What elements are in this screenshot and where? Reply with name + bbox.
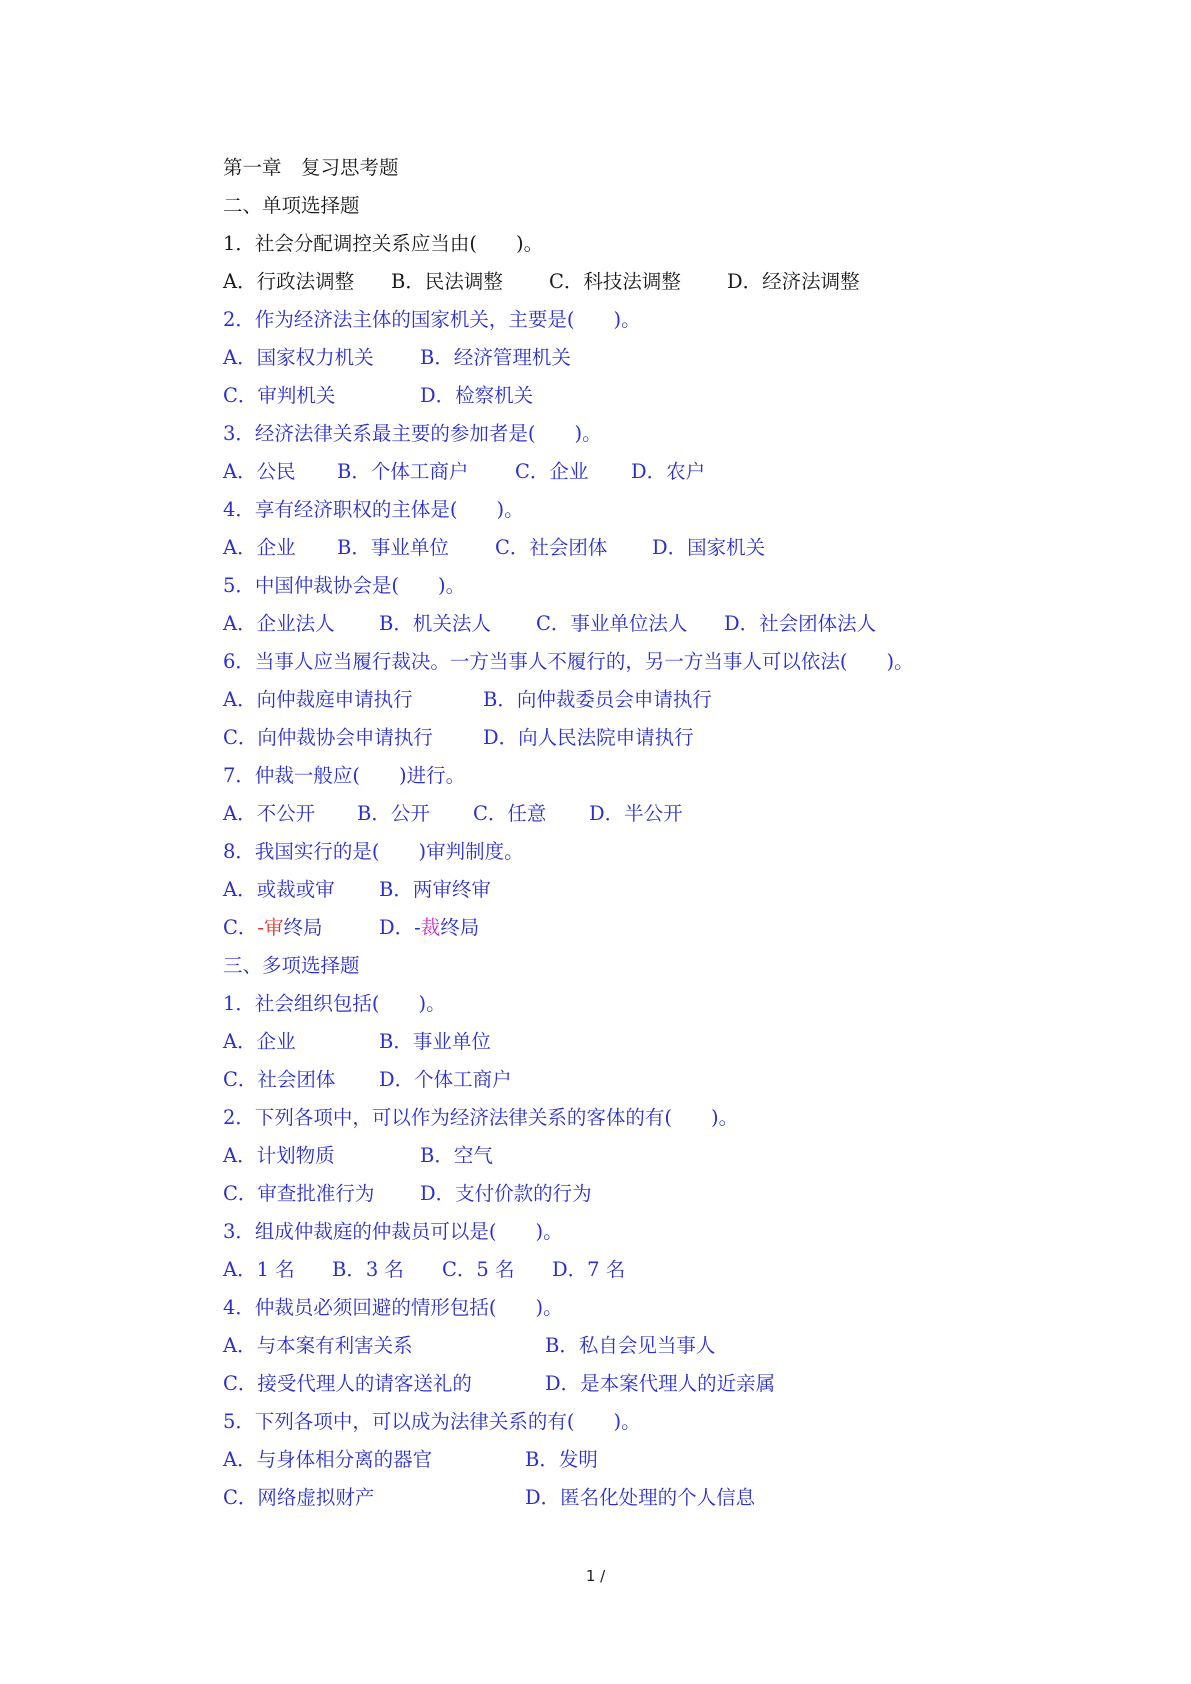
options-row xyxy=(223,609,1103,647)
option-b: B．两审终审 xyxy=(379,878,491,901)
option-prefix: C． xyxy=(223,916,258,939)
options-row xyxy=(223,799,1103,837)
option-c: C．审查批准行为 xyxy=(223,1182,375,1205)
question-text: 2．下列各项中，可以作为经济法律关系的客体的有( )。 xyxy=(223,1106,739,1129)
option-b: B．机关法人 xyxy=(379,612,491,635)
options-row xyxy=(223,381,1103,419)
options-row xyxy=(223,343,1103,381)
option-b: B．向仲裁委员会申请执行 xyxy=(483,688,712,711)
option-b: B．公开 xyxy=(357,802,430,825)
options-row xyxy=(223,1483,1103,1521)
option-a: A．公民 xyxy=(223,460,296,483)
option-d: D．向人民法院申请执行 xyxy=(483,726,694,749)
option-d xyxy=(379,913,479,943)
option-b: B．空气 xyxy=(420,1144,493,1167)
options-row xyxy=(223,1255,1103,1293)
option-a: A．或裁或审 xyxy=(223,878,335,901)
chapter-heading: 第一章 复习思考题 xyxy=(223,156,399,179)
option-b: B．经济管理机关 xyxy=(420,346,571,369)
option-b: B．民法调整 xyxy=(391,270,503,293)
option-a: A．企业 xyxy=(223,1030,296,1053)
option-c: C．向仲裁协会申请执行 xyxy=(223,726,433,749)
options-row xyxy=(223,1027,1103,1065)
option-d: D．国家机关 xyxy=(652,536,766,559)
option-c: C．任意 xyxy=(473,802,547,825)
highlighted-text: 裁 xyxy=(420,916,441,939)
question-text: 1．社会分配调控关系应当由( )。 xyxy=(223,232,544,255)
option-a: A．行政法调整 xyxy=(223,270,355,293)
options-row xyxy=(223,1445,1103,1483)
options-row xyxy=(223,267,1103,305)
highlighted-text: -审 xyxy=(257,916,284,939)
option-b: B．3 名 xyxy=(332,1258,404,1281)
options-row xyxy=(223,1369,1103,1407)
option-b: B．事业单位 xyxy=(337,536,449,559)
options-row xyxy=(223,457,1103,495)
section-heading-single-choice: 二、单项选择题 xyxy=(223,194,360,217)
option-d: D．支付价款的行为 xyxy=(420,1182,592,1205)
option-a: A．1 名 xyxy=(223,1258,295,1281)
option-d: D．农户 xyxy=(631,460,706,483)
option-a: A．向仲裁庭申请执行 xyxy=(223,688,413,711)
option-d: D．社会团体法人 xyxy=(724,612,877,635)
option-b: B．个体工商户 xyxy=(337,460,469,483)
option-c: C．审判机关 xyxy=(223,384,336,407)
document-body xyxy=(223,153,1103,1521)
option-c: C．事业单位法人 xyxy=(536,612,688,635)
question-text: 3．经济法律关系最主要的参加者是( )。 xyxy=(223,422,602,445)
question-text: 6．当事人应当履行裁决。一方当事人不履行的，另一方当事人可以依法( )。 xyxy=(223,650,914,673)
option-c: C．网络虚拟财产 xyxy=(223,1486,375,1509)
option-text: 终局 xyxy=(283,916,323,939)
option-text: 终局 xyxy=(440,916,480,939)
question-text: 3．组成仲裁庭的仲裁员可以是( )。 xyxy=(223,1220,563,1243)
options-row xyxy=(223,1141,1103,1179)
question-text: 7．仲裁一般应( )进行。 xyxy=(223,764,466,787)
option-d: D．检察机关 xyxy=(420,384,534,407)
option-a: A．企业法人 xyxy=(223,612,335,635)
option-d: D．7 名 xyxy=(552,1258,626,1281)
options-row xyxy=(223,913,1103,951)
option-a: A．计划物质 xyxy=(223,1144,335,1167)
page-number: 1 / xyxy=(585,1567,606,1585)
options-row xyxy=(223,723,1103,761)
option-d: D．匿名化处理的个人信息 xyxy=(525,1486,756,1509)
option-c: C．社会团体 xyxy=(223,1068,336,1091)
question-text: 5．下列各项中，可以成为法律关系的有( )。 xyxy=(223,1410,641,1433)
option-dash: - xyxy=(414,916,421,939)
option-c: C．社会团体 xyxy=(495,536,608,559)
question-text: 8．我国实行的是( )审判制度。 xyxy=(223,840,524,863)
options-row xyxy=(223,1179,1103,1217)
option-c xyxy=(223,913,379,943)
question-text: 5．中国仲裁协会是( )。 xyxy=(223,574,466,597)
question-text: 4．仲裁员必须回避的情形包括( )。 xyxy=(223,1296,563,1319)
question-text: 1．社会组织包括( )。 xyxy=(223,992,446,1015)
option-a: A．企业 xyxy=(223,536,296,559)
option-c: C．接受代理人的请客送礼的 xyxy=(223,1372,472,1395)
option-a: A．国家权力机关 xyxy=(223,346,374,369)
option-d: D．半公开 xyxy=(589,802,683,825)
option-d: D．个体工商户 xyxy=(379,1068,512,1091)
section-heading-multiple-choice: 三、多项选择题 xyxy=(223,954,360,977)
question-text: 4．享有经济职权的主体是( )。 xyxy=(223,498,524,521)
option-c: C．5 名 xyxy=(442,1258,515,1281)
option-c: C．科技法调整 xyxy=(549,270,681,293)
option-b: B．发明 xyxy=(525,1448,598,1471)
option-a: A．与本案有利害关系 xyxy=(223,1334,413,1357)
options-row xyxy=(223,685,1103,723)
option-b: B．私自会见当事人 xyxy=(545,1334,716,1357)
option-a: A．不公开 xyxy=(223,802,316,825)
option-d: D．是本案代理人的近亲属 xyxy=(545,1372,776,1395)
options-row xyxy=(223,1065,1103,1103)
option-prefix: D． xyxy=(379,916,415,939)
option-c: C．企业 xyxy=(515,460,589,483)
option-d: D．经济法调整 xyxy=(727,270,860,293)
option-b: B．事业单位 xyxy=(379,1030,491,1053)
question-text: 2．作为经济法主体的国家机关，主要是( )。 xyxy=(223,308,641,331)
options-row xyxy=(223,533,1103,571)
options-row xyxy=(223,875,1103,913)
option-a: A．与身体相分离的器官 xyxy=(223,1448,433,1471)
options-row xyxy=(223,1331,1103,1369)
